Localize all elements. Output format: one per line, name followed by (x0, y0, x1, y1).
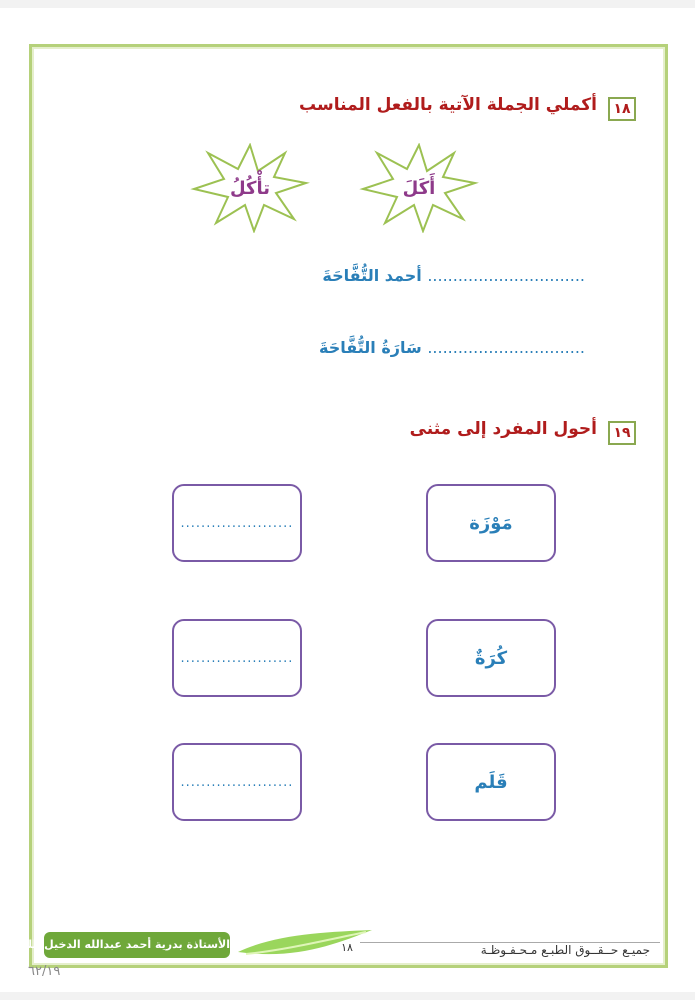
answer-blank[interactable]: ...................... (180, 774, 294, 790)
answer-blank[interactable]: ............................... (427, 338, 585, 357)
choice-star-2[interactable] (190, 143, 310, 233)
question-18-title: أكملي الجملة الآتية بالفعل المناسب (299, 95, 597, 115)
singular-word: قَلَم (474, 771, 508, 793)
answer-box[interactable] (172, 484, 302, 562)
singular-word: كُرَةٌ (474, 647, 508, 669)
sentence-1 (322, 266, 585, 285)
sentence-text: سَارَةُ التُّفَّاحَةَ (319, 338, 422, 357)
choice-word-2: تأْكُلُ (229, 177, 271, 199)
pdf-page-counter: ٦٢/١٩ (28, 964, 61, 979)
singular-word: مَوْزَة (469, 512, 513, 534)
sentence-2 (319, 338, 585, 357)
word-box (426, 619, 556, 697)
choice-word-1: أَكَلَ (402, 177, 436, 199)
page-number: ١٨ (341, 941, 353, 954)
choice-star-1[interactable] (359, 143, 479, 233)
sentence-text: أحمد التُّفَّاحَةَ (322, 266, 422, 285)
worksheet-page (0, 8, 695, 992)
word-box (426, 484, 556, 562)
word-box (426, 743, 556, 821)
page-frame (29, 44, 668, 968)
teacher-name-badge: الأستاذة بدرية أحمد عبدالله الدخيل الله (44, 932, 230, 958)
question-19-title: أحول المفرد إلى مثنى (409, 419, 597, 439)
copyright-notice: جميـع حــقــوق الطبـع مـحـفـوظـة (480, 943, 650, 957)
answer-box[interactable] (172, 743, 302, 821)
answer-blank[interactable]: ............................... (427, 266, 585, 285)
answer-blank[interactable]: ...................... (180, 515, 294, 531)
question-19-number: ١٩ (608, 421, 636, 445)
question-18-number: ١٨ (608, 97, 636, 121)
answer-box[interactable] (172, 619, 302, 697)
answer-blank[interactable]: ...................... (180, 650, 294, 666)
